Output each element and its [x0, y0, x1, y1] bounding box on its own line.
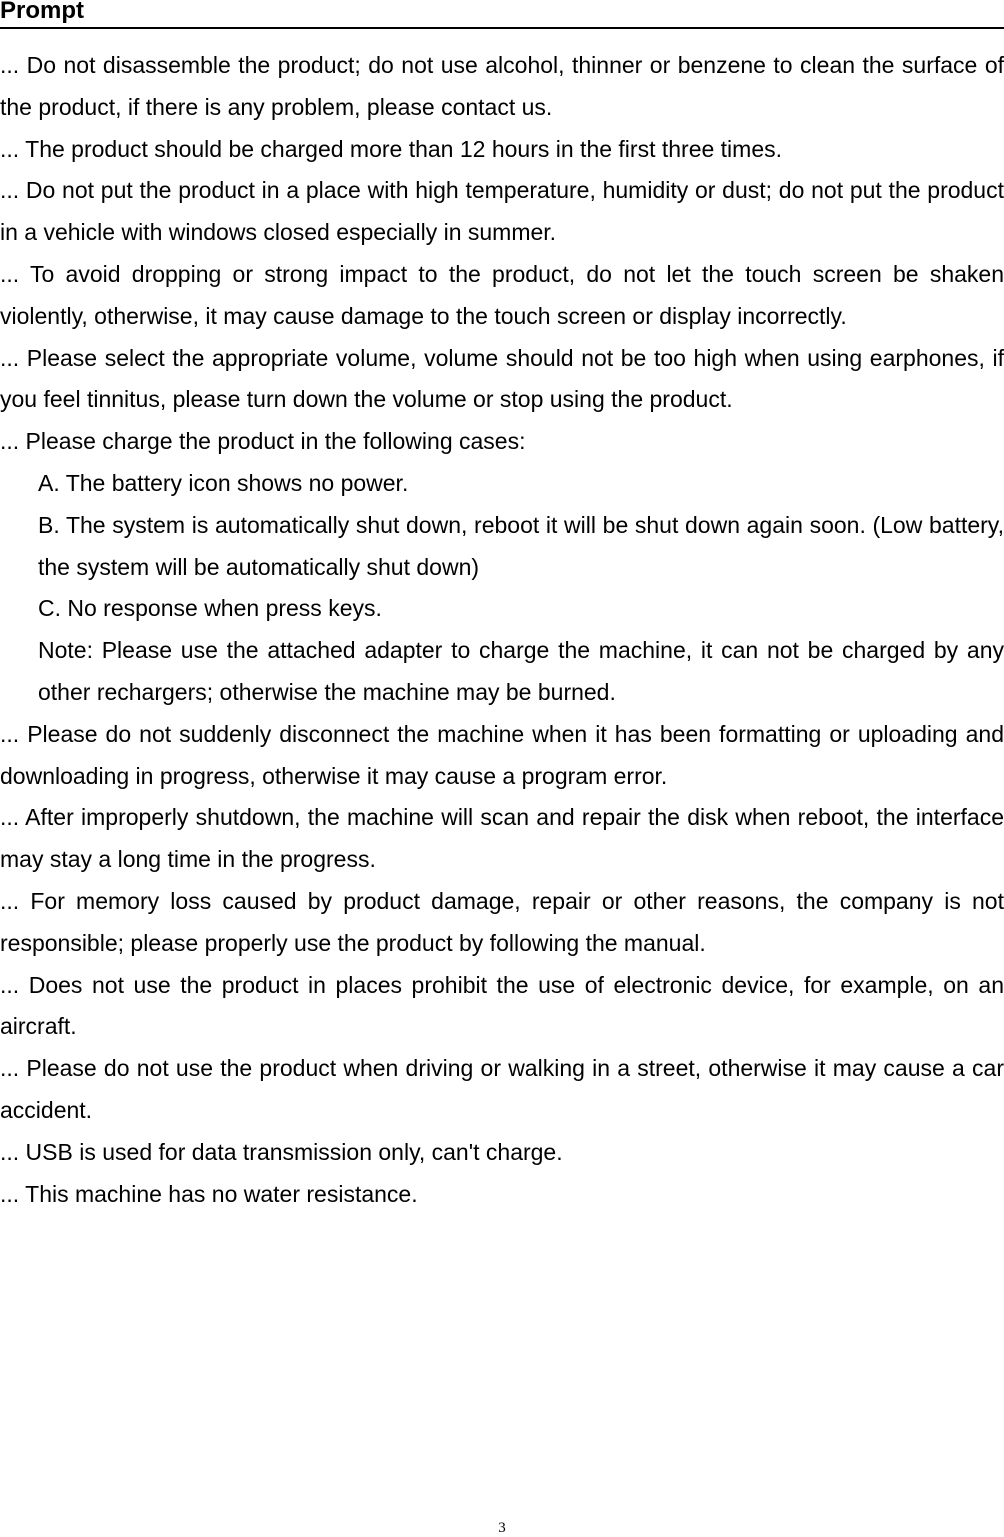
prompt-item-environment: ... Do not put the product in a place with high temperature, humidity or dust; do not put the product in a vehicle with windows closed especially in summer. [0, 177, 1004, 246]
prompt-item-impact: ... To avoid dropping or strong impact to the product, do not let the touch screen be shaken violently, otherwise, it may cause damage to the touch screen or display incorrectly. [0, 260, 1004, 329]
heading-rule [0, 0, 1004, 29]
prompt-item-usb: ... USB is used for data transmission only, can't charge. [0, 1138, 563, 1165]
prompt-item-volume: ... Please select the appropriate volume, volume should not be too high when using earphones, if you feel tinnitus, please turn down the volume or stop using the product. [0, 344, 1004, 413]
prompt-item-water: ... This machine has no water resistance. [0, 1180, 418, 1207]
charge-case-c: C. No response when press keys. [38, 595, 382, 622]
prompt-item-disassemble: ... Do not disassemble the product; do not use alcohol, thinner or benzene to clean the surface of the product, if there is any problem, please contact us. [0, 52, 1004, 120]
prompt-item-driving: ... Please do not use the product when driving or walking in a street, otherwise it may cause a car accident. [0, 1055, 1004, 1123]
prompt-list [0, 45, 1004, 1215]
section-heading: Prompt [0, 0, 84, 24]
charge-note: Note: Please use the attached adapter to charge the machine, it can not be charged by any other rechargers; otherwise the machine may be burned. [38, 637, 1004, 705]
prompt-item-initial-charge: ... The product should be charged more than 12 hours in the first three times. [0, 135, 783, 162]
prompt-item-disconnect: ... Please do not suddenly disconnect the machine when it has been formatting or uploading and downloading in progress, otherwise it may cause a program error. [0, 720, 1004, 789]
charge-case-a: A. The battery icon shows no power. [38, 469, 409, 496]
prompt-item-memory-loss: ... For memory loss caused by product damage, repair or other reasons, the company is not responsible; please properly use the product by following the manual. [0, 887, 1004, 956]
page-number: 3 [498, 1520, 506, 1536]
charge-case-b: B. The system is automatically shut down, reboot it will be shut down again soon. (Low battery, the system will be automatically shut down) [38, 511, 1004, 580]
prompt-item-charge-cases: ... Please charge the product in the following cases: [0, 428, 526, 455]
prompt-item-improper-shutdown: ... After improperly shutdown, the machine will scan and repair the disk when reboot, the interface may stay a long time in the progress. [0, 804, 1004, 873]
prompt-item-prohibited-places: ... Does not use the product in places prohibit the use of electronic device, for example, on an aircraft. [0, 971, 1004, 1040]
